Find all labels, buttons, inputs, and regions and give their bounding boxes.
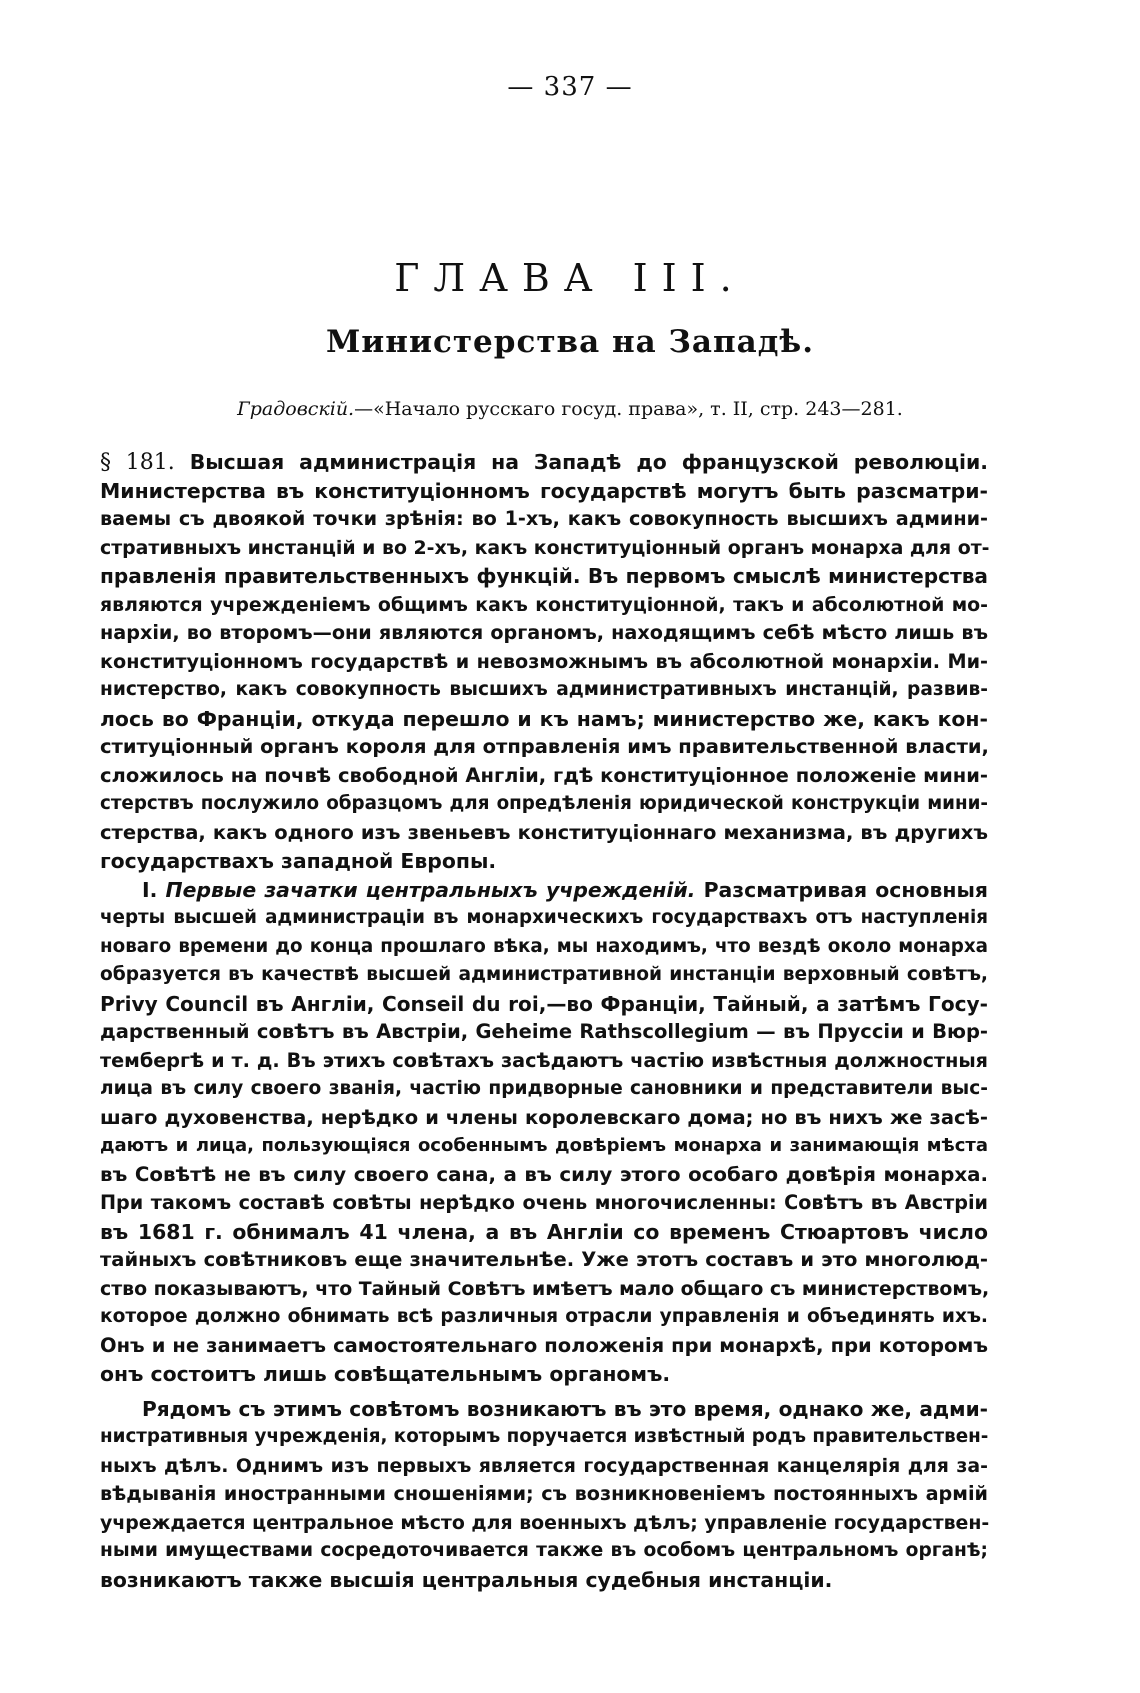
text-line: новаго времени до конца прошлаго вѣка, мы находимъ, что вездѣ около монарха <box>100 935 988 957</box>
paragraph-2 <box>100 876 988 1389</box>
text-line: шаго духовенства, нерѣдко и члены королевскаго дома; но въ нихъ же засѣ- <box>100 1105 988 1129</box>
source-reference: —«Начало русскаго госуд. права», т. II, стр. 243—281. <box>354 398 903 420</box>
text-line: При такомъ составѣ совѣты нерѣдко очень многочисленны: Совѣтъ въ Австріи <box>100 1191 988 1214</box>
text-line: государствахъ западной Европы. <box>100 849 497 873</box>
text-line: нистерство, какъ совокупность высшихъ административныхъ инстанцій, развив- <box>100 679 988 700</box>
text-line: нистративныя учрежденія, которымъ поручается извѣстный родъ правительствен- <box>100 1426 989 1447</box>
page-number: — 337 — <box>507 72 633 102</box>
text-line: конституціонномъ государствѣ и невозможнымъ въ абсолютной монархіи. Ми- <box>100 649 988 673</box>
text-fragment: Разсматривая основныя <box>703 877 988 902</box>
text-line: являются учрежденіемъ общимъ какъ конституціонной, такъ и абсолютной мо- <box>100 593 988 616</box>
text-line: тембергѣ и т. д. Въ этихъ совѣтахъ засѣдаютъ частію извѣстныя должностныя <box>100 1048 988 1072</box>
text-line: Министерства въ конституціонномъ государствѣ могутъ быть разсматри- <box>100 478 988 503</box>
text-line: стративныхъ инстанцій и во 2-хъ, какъ конституціонный органъ монарха для от- <box>100 536 990 559</box>
text-line: образуется въ качествѣ высшей административной инстанціи верховный совѣтъ, <box>100 964 988 985</box>
text-line: даютъ и лица, пользующіяся особеннымъ довѣріемъ монарха и занимающія мѣста <box>100 1135 988 1156</box>
paragraph-3 <box>100 1395 988 1595</box>
body-text <box>100 448 988 1594</box>
text-line: которое должно обнимать всѣ различныя отрасли управленія и объединять ихъ. <box>100 1306 988 1327</box>
text-line: ными имуществами сосредоточивается также въ особомъ центральномъ органѣ; <box>100 1540 988 1561</box>
text-line: черты высшей администраціи въ монархическихъ государствахъ отъ наступленія <box>100 907 988 928</box>
text-line: тайныхъ совѣтниковъ еще значительнѣе. Уже этотъ составъ и это многолюд- <box>100 1248 988 1271</box>
text-line: въ 1681 г. обнималъ 41 члена, а въ Англіи со временъ Стюартовъ число <box>100 1219 988 1244</box>
text-line: ныхъ дѣлъ. Однимъ изъ первыхъ является государственная канцелярія для за- <box>100 1454 988 1477</box>
source-citation <box>0 398 1140 420</box>
paragraph-2-first-line <box>100 876 988 905</box>
text-line: учреждается центральное мѣсто для военныхъ дѣлъ; управленіе государствен- <box>100 1511 990 1534</box>
text-line: онъ состоитъ лишь совѣщательнымъ органомъ. <box>100 1362 671 1386</box>
text-line: возникаютъ также высшія центральныя судебныя инстанціи. <box>100 1567 833 1592</box>
text-line: Онъ и не занимаетъ самостоятельнаго положенія при монархѣ, при которомъ <box>100 1333 988 1357</box>
text-line: ституціонный органъ короля для отправленія имъ правительственной власти, <box>100 735 989 758</box>
text-line: лось во Франціи, откуда перешло и къ намъ; министерство же, какъ кон- <box>100 706 988 731</box>
text-line: ство показываютъ, что Тайный Совѣтъ имѣетъ мало общаго съ министерствомъ, <box>100 1277 990 1300</box>
subsection-heading: Первые зачатки центральныхъ учрежденій. <box>165 877 696 902</box>
text-line: въ Совѣтѣ не въ силу своего сана, а въ силу этого особаго довѣрія монарха. <box>100 1162 988 1186</box>
source-author: Градовскій. <box>237 398 355 420</box>
text-line: Рядомъ съ этимъ совѣтомъ возникаютъ въ это время, однако же, адми- <box>142 1396 988 1421</box>
text-line: ваемы съ двоякой точки зрѣнія: во 1-хъ, какъ совокупность высшихъ админи- <box>100 507 988 530</box>
text-line: правленія правительственныхъ функцій. Въ первомъ смыслѣ министерства <box>100 564 988 588</box>
section-title: Высшая администрація на Западѣ до французской революціи. <box>189 450 988 474</box>
section-heading <box>100 448 988 477</box>
text-line: нархіи, во второмъ—они являются органомъ, находящимъ себѣ мѣсто лишь въ <box>100 621 988 644</box>
section-number: § 181. <box>100 450 175 475</box>
text-line: стерствъ послужило образцомъ для опредѣленія юридической конструкціи мини- <box>100 793 988 814</box>
text-line: сложилось на почвѣ свободной Англіи, гдѣ конституціонное положеніе мини- <box>100 763 988 787</box>
text-line: Privy Council въ Англіи, Conseil du roi,—во Франціи, Тайный, а затѣмъ Госу- <box>100 991 988 1016</box>
text-line: дарственный совѣтъ въ Австріи, Geheime Rathscollegium — въ Пруссіи и Вюр- <box>100 1020 988 1043</box>
text-line: лица въ силу своего званія, частію придворные сановники и представители выс- <box>100 1078 988 1099</box>
subsection-number: I. <box>142 877 158 902</box>
text-line: стерства, какъ одного изъ звеньевъ конституціоннаго механизма, въ другихъ <box>100 820 988 844</box>
text-line: вѣдыванія иностранными сношеніями; съ возникновеніемъ постоянныхъ армій <box>100 1482 988 1505</box>
paragraph-1 <box>100 477 988 876</box>
chapter-title: ГЛАВА III. <box>394 256 746 300</box>
chapter-subtitle: Министерства на Западѣ. <box>325 324 814 360</box>
